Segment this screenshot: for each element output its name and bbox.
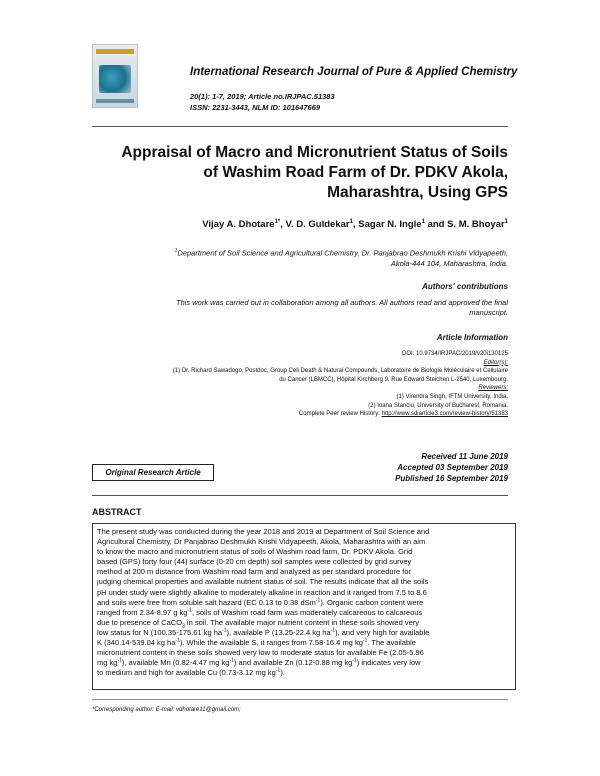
author-name: S. M. Bhoyar — [447, 219, 505, 231]
abstract-text: ). Organic carbon content were — [320, 597, 424, 607]
abstract-text: ) indicates very low — [356, 658, 421, 668]
superscript: -1 — [275, 667, 281, 674]
contributions-text — [88, 298, 508, 318]
journal-name: International Research Journal of Pure & Applied Chemistry — [190, 66, 518, 78]
abstract-text: and soils were free from soluble salt hazard (EC 0.13 to 0.38 dSm — [97, 597, 316, 607]
contributions-heading: Authors' contributions — [422, 282, 508, 291]
abstract-line: method at 200 m distance from Washim road farm and analyzed as per standard procedure for — [97, 567, 412, 577]
abstract-text: , soils of Washim road farm was moderately calcareous to calcareous — [191, 607, 423, 617]
superscript: -1 — [175, 637, 180, 644]
superscript: -1 — [352, 657, 357, 664]
abstract-text: ), available Mn (0.82-4.47 mg kg — [121, 658, 230, 668]
title-line-3: Maharashtra, Using GPS — [327, 184, 508, 201]
journal-cover-image — [92, 44, 138, 108]
paper-title — [78, 143, 508, 203]
abstract-text: ranged from 2.34-8.97 g kg — [97, 607, 188, 617]
abstract-line: judging chemical properties and available nutrient status of soil. The results indicate that all the soils — [97, 577, 429, 587]
abstract-text: to medium and high for available Cu (0.73-3.12 mg kg — [97, 668, 276, 678]
abstract-line: based (GPS) forty four (44) surface (0-20 cm depth) soil samples were collected by grid survey — [97, 557, 412, 567]
superscript: -1 — [222, 627, 227, 634]
cover-footer — [96, 99, 134, 103]
author-affil-mark: 1 — [504, 219, 508, 225]
editor-line-2: du Cancer (LBMCC), Hôpital Kirchberg 9, Rue Edward Steichen L-2540, Luxembourg. — [279, 376, 508, 383]
contributions-line-2: manuscript. — [469, 308, 508, 317]
cover-art — [99, 65, 131, 93]
abstract-text: . The available — [367, 638, 416, 648]
abstract-line: to know the macro and micronutrient status of soils of Washim road farm, Dr. PDKV Akola. Grid — [97, 547, 413, 557]
author-affil-mark: 1 — [421, 219, 425, 225]
affiliation-line-1: Department of Soil Science and Agricultural Chemistry, Dr. Panjabrao Deshmukh Krishi Vidyapeeth, — [177, 248, 508, 258]
abstract-text: mg kg — [97, 658, 118, 668]
reviewer-2: (2) Ioana Stanciu, University of Bucharest, Romania. — [368, 402, 508, 409]
journal-meta — [190, 91, 335, 113]
received-date: Received 11 June 2019 — [421, 452, 508, 461]
abstract-line — [97, 598, 515, 608]
reviewer-1: (1) Virendra Singh, IFTM University, India. — [396, 393, 508, 400]
abstract-line: micronutrient content in these soils showed very low to moderate status for available Fe (2.05-5.96 — [97, 648, 424, 658]
superscript: -1 — [187, 607, 192, 614]
abstract-line — [97, 618, 515, 628]
published-date: Published 16 September 2019 — [395, 474, 508, 483]
title-line-1: Appraisal of Macro and Micronutrient Status of Soils — [121, 144, 508, 161]
affiliation — [88, 246, 508, 269]
article-info-block — [78, 350, 508, 419]
title-divider — [92, 126, 508, 127]
abstract-text: ). While the available S, it ranges from 7.58-16.4 mg kg — [179, 638, 363, 648]
abstract-text: ), available P (13.25-22.4 kg ha — [226, 627, 331, 637]
author-affil-mark: 1* — [274, 219, 281, 225]
abstract-line — [97, 638, 515, 648]
abstract-line: The present study was conducted during the year 2018 and 2019 at Department of Soil Science and — [97, 527, 430, 536]
abstract-text: in soil. The available major nutrient content in these soils showed very — [184, 617, 419, 627]
journal-volume: 20(1): 1-7, 2019; Article no.IRJPAC.51383 — [190, 92, 335, 101]
title-line-2: of Washim Road Farm of Dr. PDKV Akola, — [203, 164, 508, 181]
author-name: Vijay A. Dhotare — [202, 219, 275, 231]
abstract-text: due to presence of CaCO — [97, 617, 183, 627]
review-history-label: Complete Peer review History: — [298, 411, 382, 418]
editor-line-1: (1) Dr. Richard Sawadogo, Postdoc, Group Cell Death & Natural Compounds, Laboratoire de Biologie Moléculaire et Cellulaire — [172, 368, 508, 375]
publication-dates — [395, 451, 508, 484]
corresponding-author-footnote: *Corresponding author: E-mail: vdhotare11@gmail.com; — [92, 707, 241, 713]
affiliation-mark: 1 — [174, 248, 178, 254]
author-name: V. D. Guldekar — [285, 219, 350, 231]
abstract-line — [97, 608, 515, 618]
author-separator: , — [352, 219, 359, 231]
footnote-divider — [92, 699, 508, 700]
abstract-box — [92, 523, 516, 690]
superscript: -1 — [117, 657, 122, 664]
abstract-line — [97, 658, 515, 668]
abstract-text: low status for N (100.35-175.61 kg ha — [97, 627, 223, 637]
journal-issn: ISSN: 2231-3443, NLM ID: 101647669 — [190, 103, 321, 112]
author-list — [202, 219, 508, 230]
editors-label: Editor(s): — [483, 359, 508, 366]
abstract-line — [97, 668, 515, 678]
superscript: -1 — [362, 637, 368, 644]
author-separator: and — [424, 219, 448, 231]
abstract-text: ), and very high for available — [335, 627, 430, 637]
cover-band — [96, 49, 134, 54]
accepted-date: Accepted 03 September 2019 — [397, 463, 508, 472]
doi: DOI: 10.9734/IRJPAC/2019/v20i130125 — [402, 351, 508, 357]
article-info-heading: Article Information — [436, 333, 508, 342]
subscript: 3 — [182, 623, 185, 630]
review-history-link[interactable]: http://www.sdiarticle3.com/review-history/51383 — [381, 411, 508, 418]
abstract-line: Agricultural Chemistry, Dr Panjabrao Deshmukh Krishi Vidyapeeth, Akola, Maharashtra with an aim — [97, 537, 426, 547]
superscript: -1 — [330, 627, 336, 634]
abstract-text: ). — [280, 668, 285, 678]
author-separator: , — [280, 219, 286, 231]
abstract-heading: ABSTRACT — [92, 507, 142, 517]
section-divider — [92, 495, 508, 496]
contributions-line-1: This work was carried out in collaboration among all authors. All authors read and approved the final — [176, 298, 508, 307]
article-type-badge: Original Research Article — [92, 464, 214, 481]
abstract-text: K (340.14-539.04 kg ha — [97, 638, 176, 648]
superscript: -1 — [229, 657, 234, 664]
abstract-text: ) and available Zn (0.12-0.88 mg kg — [233, 658, 353, 668]
abstract-line — [97, 628, 515, 638]
reviewers-label: Reviewers: — [478, 385, 508, 392]
superscript: -1 — [315, 597, 321, 604]
abstract-line: pH under study were slightly alkaline to moderately alkaline in reaction and it ranged from 7.5 to 8.6 — [97, 587, 427, 597]
author-name: Sagar N. Ingle — [358, 219, 422, 231]
author-affil-mark: 1 — [349, 219, 353, 225]
affiliation-line-2: Akola-444 104, Maharashtra, India. — [390, 258, 508, 268]
